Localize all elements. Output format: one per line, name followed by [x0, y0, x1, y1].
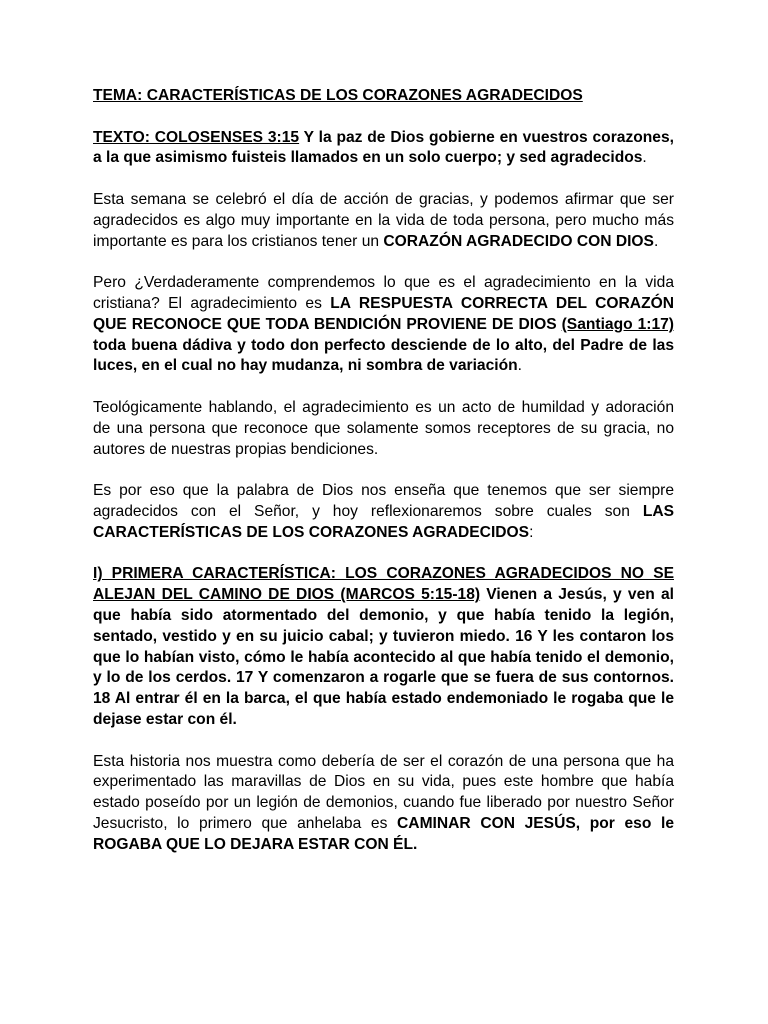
definition-bold-text: LA RESPUESTA CORRECTA DEL CORAZÓN QUE RECONOCE QUE TODA BENDICIÓN PROVIENE DE DIOS — [93, 294, 674, 333]
santiago-verse: toda buena dádiva y todo don perfecto desciende de lo alto, del Padre de las luces, en el cual no hay mudanza, ni sombra de variación — [93, 336, 674, 375]
characteristics-intro-paragraph — [93, 481, 674, 543]
sermon-title — [93, 86, 674, 107]
intro-paragraph — [93, 190, 674, 252]
marcos-verse: Vienen a Jesús, y ven al que había sido atormentado del demonio, y que había tenido la legión, sentado, vestido y en su juicio cabal; y tuvieron miedo. 16 Y les contaron los que lo habían visto, cómo le había acontecido al que había tenido el demonio, y lo de los cerdos. 17 Y comenzaron a rogarle que se fuera de sus contornos. 18 Al entrar él en la barca, el que había estado endemoniado le rogaba que le dejase estar con él. — [93, 586, 674, 728]
document-page — [93, 86, 674, 876]
main-text-verse: Y la paz de Dios gobierne en vuestros corazones, a la que asimismo fuisteis llamados en un solo cuerpo; y sed agradecidos — [93, 128, 674, 167]
story-paragraph — [93, 752, 674, 856]
story-text: Esta historia nos muestra como debería de ser el corazón de una persona que ha experimentado las maravillas de Dios en su vida, pues este hombre que había estado poseído por un legión de demonios, cuando fue liberado por nuestro Señor Jesucristo, lo primero que anhelaba es — [93, 752, 674, 832]
intro-end: . — [653, 232, 659, 250]
main-text-paragraph — [93, 128, 674, 170]
first-characteristic-heading: I) PRIMERA CARACTERÍSTICA: LOS CORAZONES AGRADECIDOS NO SE ALEJAN DEL CAMINO DE DIOS (MARCOS 5:15-18) — [93, 565, 674, 604]
santiago-reference: (Santiago 1:17) — [561, 315, 674, 333]
story-bold-text: CAMINAR CON JESÚS, por eso le ROGABA QUE LO DEJARA ESTAR CON ÉL. — [93, 814, 675, 853]
main-text-reference: TEXTO: COLOSENSES 3:15 — [93, 128, 300, 146]
characteristics-intro-text: Es por eso que la palabra de Dios nos enseña que tenemos que ser siempre agradecidos con el Señor, y hoy reflexionaremos sobre cuales son — [93, 482, 674, 520]
theology-paragraph: Teológicamente hablando, el agradecimiento es un acto de humildad y adoración de una persona que reconoce que solamente somos receptores de su gracia, no autores de nuestras propias bendiciones. — [93, 398, 674, 458]
definition-paragraph — [93, 273, 674, 377]
intro-bold-text: CORAZÓN AGRADECIDO CON DIOS — [383, 232, 654, 250]
intro-text: Esta semana se celebró el día de acción de gracias, y podemos afirmar que ser agradecidos es algo muy importante en la vida de toda persona, pero mucho más importante es para los cristianos tener un — [93, 190, 674, 250]
definition-end: . — [517, 357, 522, 375]
characteristics-intro-bold: LAS CARACTERÍSTICAS DE LOS CORAZONES AGRADECIDOS — [93, 502, 674, 541]
characteristics-intro-end: : — [529, 523, 534, 541]
title-text: TEMA: CARACTERÍSTICAS DE LOS CORAZONES AGRADECIDOS — [93, 87, 583, 104]
main-text-end: . — [642, 149, 647, 167]
first-characteristic-paragraph — [93, 564, 674, 730]
definition-text: Pero ¿Verdaderamente comprendemos lo que es el agradecimiento en la vida cristiana? El agradecimiento es — [93, 274, 674, 312]
